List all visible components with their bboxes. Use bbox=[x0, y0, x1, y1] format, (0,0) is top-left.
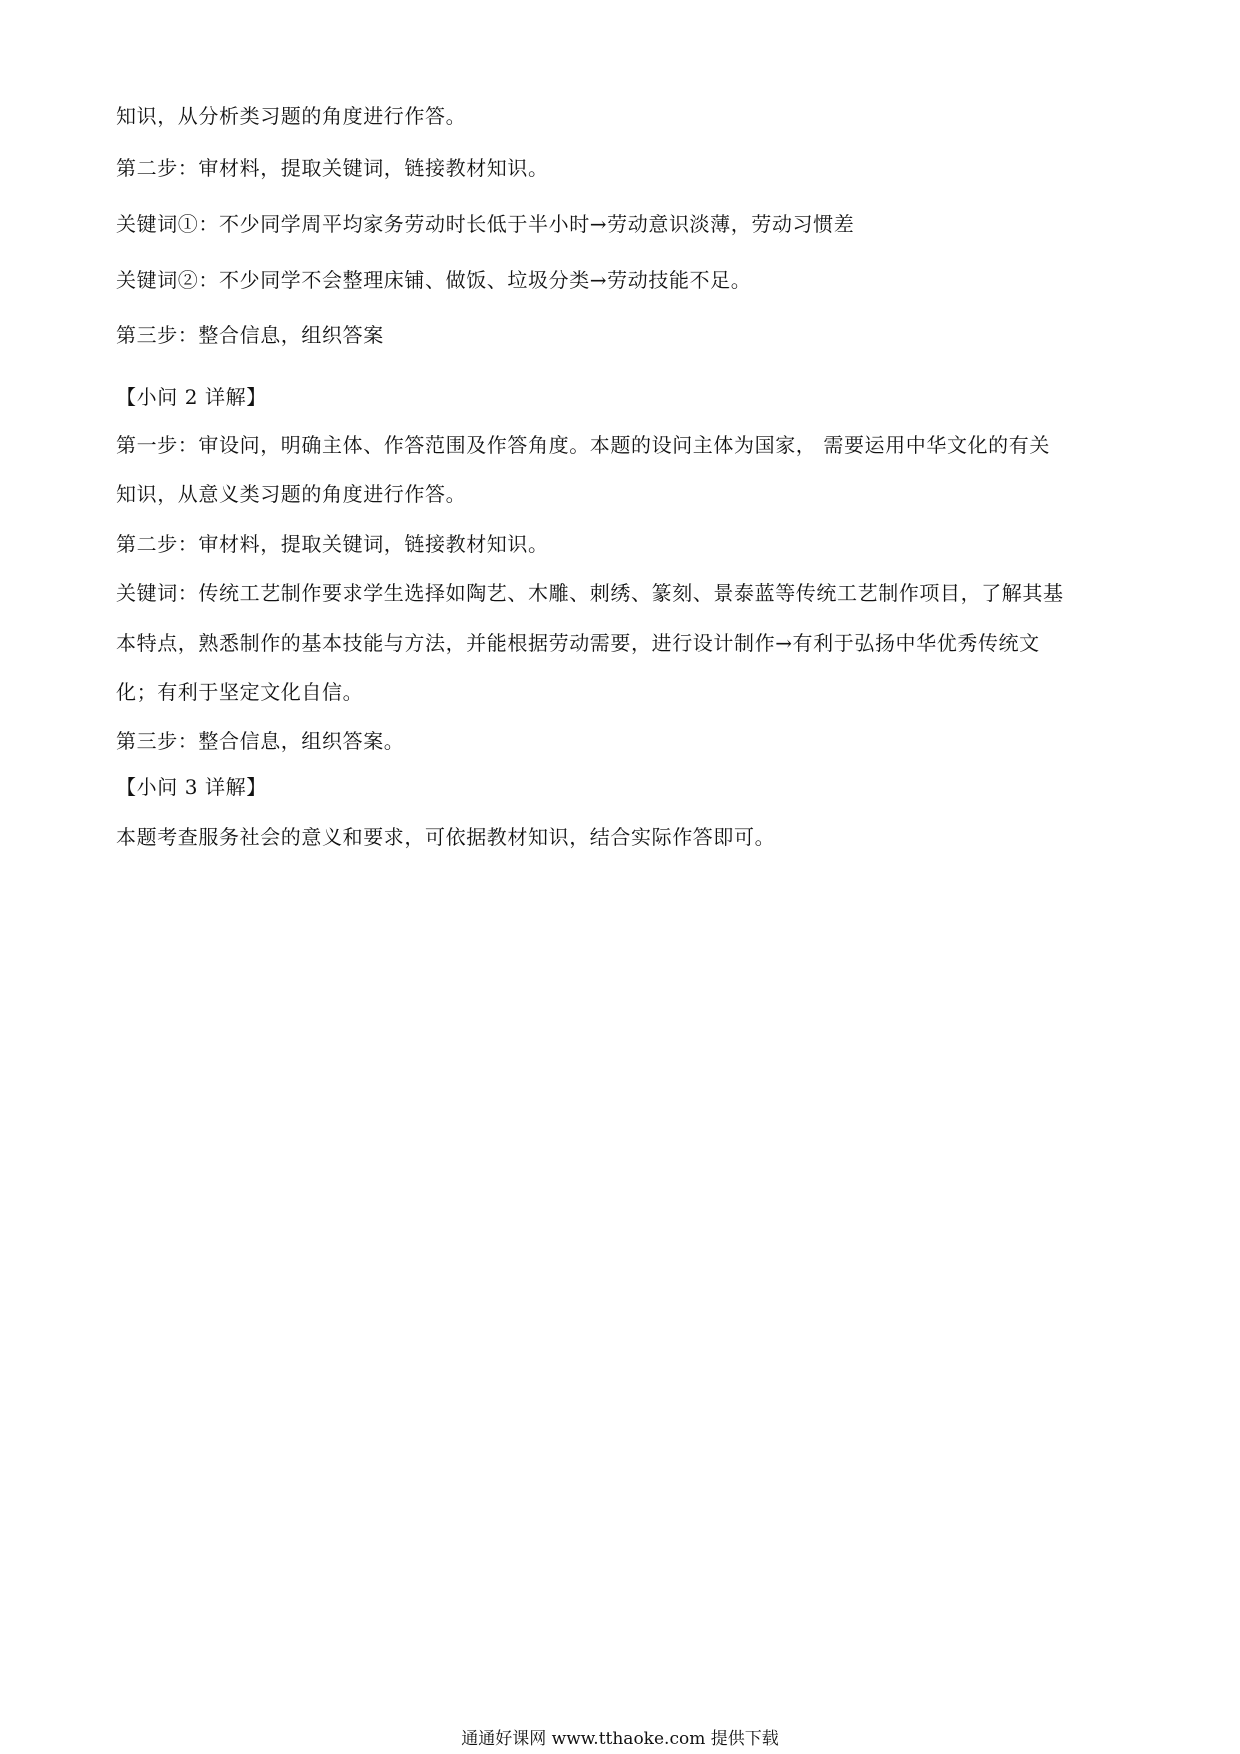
paragraph-line: 第二步：审材料，提取关键词，链接教材知识。 bbox=[116, 156, 549, 180]
paragraph-line: 关键词①：不少同学周平均家务劳动时长低于半小时→劳动意识淡薄，劳动习惯差 bbox=[116, 212, 855, 236]
paragraph-line: 第一步：审设问，明确主体、作答范围及作答角度。本题的设问主体为国家， 需要运用中华文化的有关 bbox=[116, 433, 1050, 457]
paragraph-line: 化；有利于坚定文化自信。 bbox=[116, 680, 364, 704]
paragraph-line: 本题考查服务社会的意义和要求，可依据教材知识，结合实际作答即可。 bbox=[116, 825, 776, 849]
paragraph-line: 本特点，熟悉制作的基本技能与方法，并能根据劳动需要，进行设计制作→有利于弘扬中华优秀传统文 bbox=[116, 631, 1040, 655]
paragraph-line: 知识，从分析类习题的角度进行作答。 bbox=[116, 104, 467, 128]
page-footer: 通通好课网 www.tthaoke.com 提供下载 bbox=[461, 1729, 779, 1749]
section-heading: 【小问 2 详解】 bbox=[116, 385, 267, 409]
paragraph-line: 关键词：传统工艺制作要求学生选择如陶艺、木雕、刺绣、篆刻、景泰蓝等传统工艺制作项目，了解其基 bbox=[116, 581, 1064, 605]
paragraph-line: 第二步：审材料，提取关键词，链接教材知识。 bbox=[116, 532, 549, 556]
paragraph-line: 第三步：整合信息，组织答案 bbox=[116, 323, 384, 347]
paragraph-line: 关键词②：不少同学不会整理床铺、做饭、垃圾分类→劳动技能不足。 bbox=[116, 268, 752, 292]
paragraph-line: 知识，从意义类习题的角度进行作答。 bbox=[116, 482, 467, 506]
section-heading: 【小问 3 详解】 bbox=[116, 775, 267, 799]
paragraph-line: 第三步：整合信息，组织答案。 bbox=[116, 729, 405, 753]
